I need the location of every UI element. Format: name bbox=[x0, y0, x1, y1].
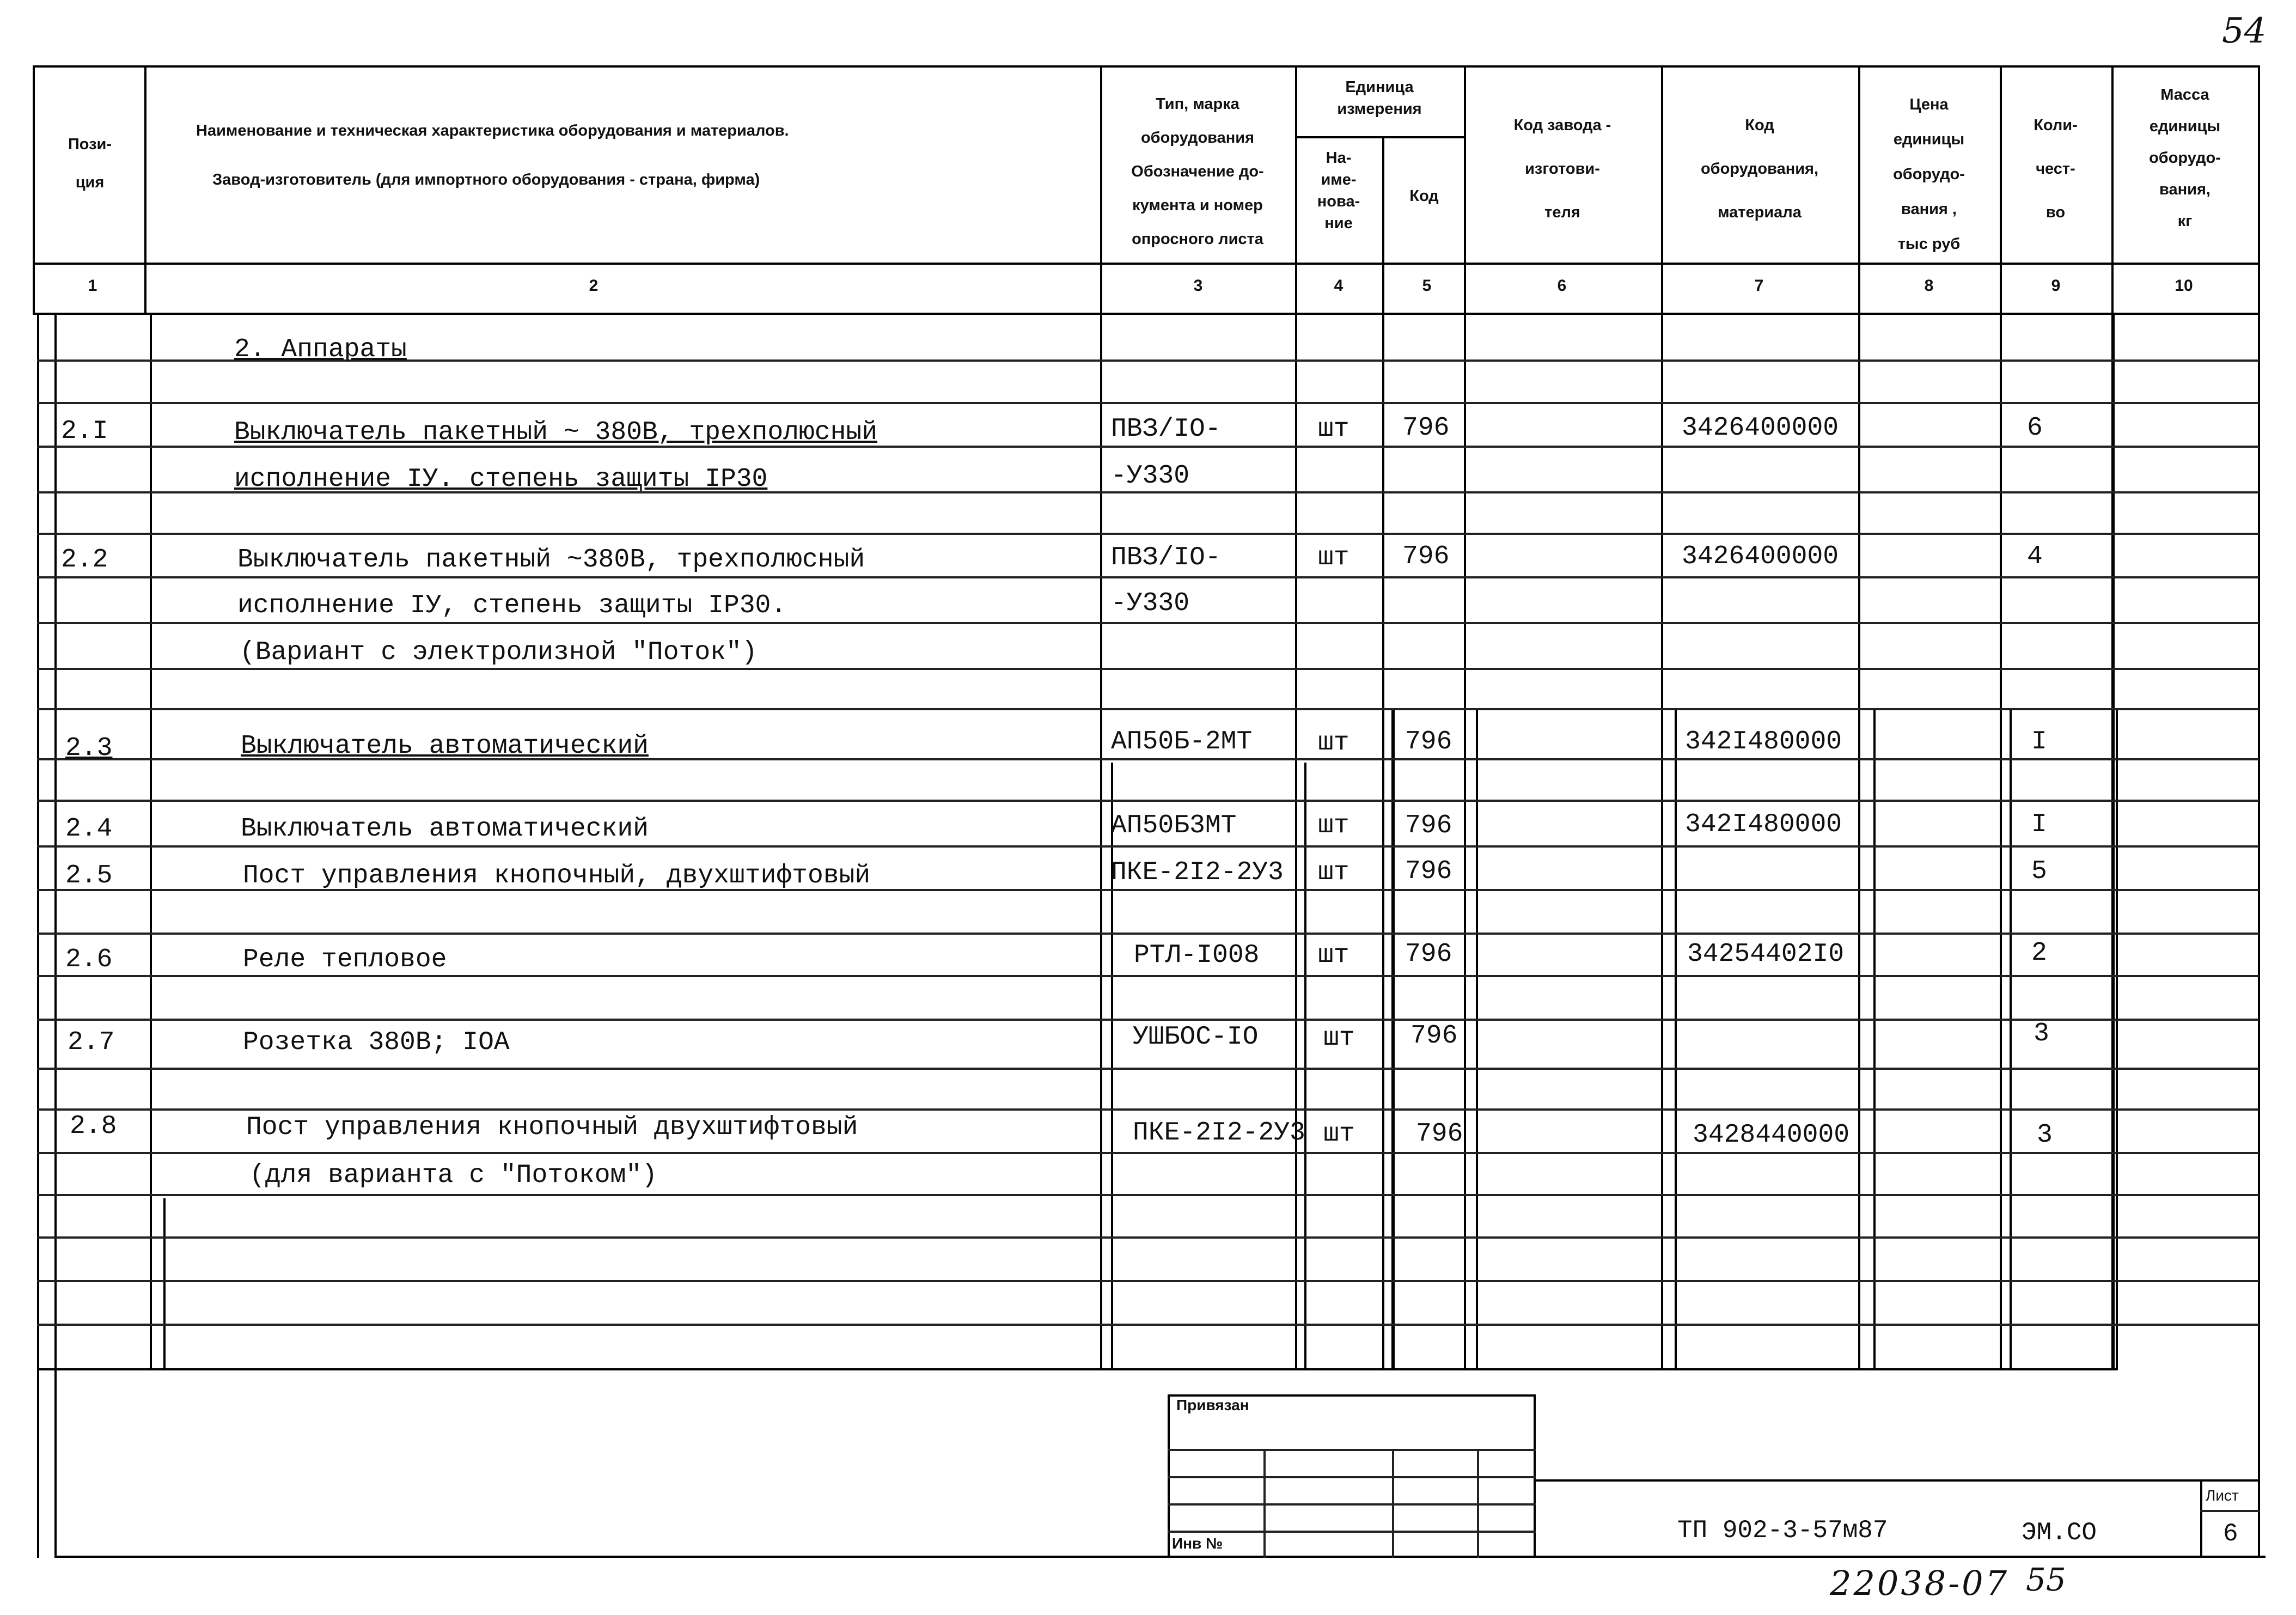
column-number: 1 bbox=[88, 277, 97, 295]
header-type-3: Обозначение до- bbox=[1131, 163, 1264, 180]
row-unit-code: 796 bbox=[1402, 542, 1450, 571]
row-name: Выключатель пакетный ~ 380В, трехполюсный bbox=[234, 418, 877, 447]
row-position: 2.3 bbox=[65, 734, 113, 763]
row-position: 2.4 bbox=[65, 814, 113, 844]
column-number: 3 bbox=[1193, 277, 1203, 295]
row-name: исполнение IУ, степень защиты IP30. bbox=[237, 591, 787, 620]
sheet-code: ЭМ.СО bbox=[2022, 1519, 2097, 1547]
column-number: 10 bbox=[2175, 277, 2193, 295]
column-number: 7 bbox=[1754, 277, 1764, 295]
row-unit: шт bbox=[1318, 415, 1349, 444]
header-equip-code-1: Код bbox=[1745, 117, 1774, 134]
row-position: 2.I bbox=[61, 417, 108, 446]
header-unit-name-3: нова- bbox=[1317, 193, 1360, 210]
row-position: 2.8 bbox=[70, 1112, 117, 1141]
row-type: ПВЗ/IO- bbox=[1111, 543, 1221, 572]
row-qty: I bbox=[2031, 810, 2047, 839]
row-equip-code: 3426400000 bbox=[1682, 413, 1839, 443]
row-name: Реле тепловое bbox=[243, 945, 447, 974]
row-name: (для варианта с "Потоком") bbox=[249, 1161, 657, 1190]
header-price-3: оборудо- bbox=[1893, 166, 1965, 183]
row-name: Выключатель пакетный ~380В, трехполюсный bbox=[237, 545, 865, 575]
row-equip-code: 3428440000 bbox=[1693, 1120, 1850, 1150]
header-name-line2: Завод-изготовитель (для импортного оборудования - страна, фирма) bbox=[212, 171, 760, 188]
row-type: -У330 bbox=[1111, 589, 1190, 618]
row-equip-code: 342I480000 bbox=[1685, 727, 1842, 757]
column-number: 6 bbox=[1557, 277, 1567, 295]
row-unit-code: 796 bbox=[1416, 1119, 1463, 1149]
row-name: (Вариант с электролизной "Поток") bbox=[240, 638, 758, 667]
archive-number: 22038-07 bbox=[1830, 1563, 2010, 1603]
header-unit-group-2: измерения bbox=[1337, 100, 1422, 118]
row-name: Пост управления кнопочный двухштифтовый bbox=[246, 1113, 858, 1142]
row-type: РТЛ-I008 bbox=[1134, 941, 1260, 970]
row-equip-code: 34254402I0 bbox=[1687, 940, 1845, 969]
row-name: Розетка 380В; IOA bbox=[243, 1028, 510, 1057]
header-qty-2: чест- bbox=[2036, 160, 2075, 178]
row-qty: 4 bbox=[2027, 542, 2043, 571]
column-number: 5 bbox=[1422, 277, 1432, 295]
row-name: Выключатель автоматический bbox=[241, 814, 649, 844]
row-name: исполнение IУ. степень защиты IP30 bbox=[234, 465, 768, 494]
column-number: 8 bbox=[1924, 277, 1934, 295]
row-unit-code: 796 bbox=[1405, 727, 1452, 757]
row-qty: 3 bbox=[2037, 1120, 2053, 1150]
header-unit-name-2: име- bbox=[1321, 171, 1357, 188]
row-unit-code: 796 bbox=[1405, 857, 1452, 886]
row-position: 2.6 bbox=[65, 945, 113, 974]
row-unit-code: 796 bbox=[1410, 1021, 1458, 1051]
header-price-5: тыс руб bbox=[1897, 235, 1961, 253]
header-price-1: Цена bbox=[1909, 96, 1949, 113]
row-name: Пост управления кнопочный, двухштифтовый bbox=[243, 861, 871, 891]
column-number: 9 bbox=[2051, 277, 2061, 295]
header-type-1: Тип, марка bbox=[1156, 95, 1239, 113]
row-position: 2.5 bbox=[65, 861, 113, 891]
row-qty: 5 bbox=[2031, 857, 2047, 886]
row-unit: шт bbox=[1318, 543, 1349, 572]
header-mass-2: единицы bbox=[2149, 118, 2221, 135]
row-position: 2.7 bbox=[68, 1028, 115, 1057]
row-unit: шт bbox=[1318, 858, 1349, 887]
row-equip-code: 342I480000 bbox=[1685, 810, 1842, 839]
header-unit-name-4: ние bbox=[1324, 215, 1353, 232]
sheet-number: 6 bbox=[2223, 1520, 2238, 1548]
header-position-2: ция bbox=[75, 174, 105, 191]
row-qty: 6 bbox=[2027, 413, 2043, 443]
header-factory-1: Код завода - bbox=[1513, 117, 1611, 134]
row-qty: 2 bbox=[2031, 938, 2047, 968]
header-price-2: единицы bbox=[1893, 131, 1965, 148]
row-type: ПВЗ/IO- bbox=[1111, 415, 1221, 444]
column-number: 2 bbox=[589, 277, 599, 295]
row-unit-code: 796 bbox=[1405, 811, 1452, 840]
page-number: 54 bbox=[2222, 11, 2267, 51]
archive-number-suffix: 55 bbox=[2026, 1561, 2066, 1598]
row-equip-code: 3426400000 bbox=[1682, 542, 1839, 571]
row-unit: шт bbox=[1323, 1119, 1355, 1149]
header-factory-3: теля bbox=[1544, 204, 1580, 221]
row-qty: 3 bbox=[2034, 1019, 2049, 1049]
privyazan-label: Привязан bbox=[1176, 1397, 1249, 1413]
header-type-4: кумента и номер bbox=[1132, 197, 1263, 214]
header-mass-5: кг bbox=[2177, 212, 2193, 230]
header-price-4: вания , bbox=[1901, 200, 1957, 218]
header-unit-code: Код bbox=[1409, 187, 1439, 205]
row-name: Выключатель автоматический bbox=[241, 732, 649, 761]
row-position: 2.2 bbox=[61, 545, 108, 575]
header-factory-2: изготови- bbox=[1525, 160, 1600, 178]
header-unit-name-1: На- bbox=[1326, 149, 1352, 167]
sheet-label: Лист bbox=[2206, 1487, 2239, 1504]
header-type-2: оборудования bbox=[1140, 129, 1255, 147]
row-type: АП50Б3МТ bbox=[1111, 811, 1237, 840]
row-unit-code: 796 bbox=[1405, 940, 1452, 969]
row-unit: шт bbox=[1318, 728, 1349, 758]
inv-no-label: Инв № bbox=[1172, 1535, 1223, 1552]
section-title: 2. Аппараты bbox=[234, 335, 407, 364]
column-number: 4 bbox=[1334, 277, 1344, 295]
header-mass-4: вания, bbox=[2159, 181, 2210, 198]
row-type: ПКЕ-2I2-2У3 bbox=[1111, 858, 1284, 887]
header-name-line1: Наименование и техническая характеристика оборудования и материалов. bbox=[196, 122, 789, 139]
row-type: -У330 bbox=[1111, 461, 1190, 491]
row-type: ПКЕ-2I2-2У3 bbox=[1133, 1118, 1305, 1148]
row-unit-code: 796 bbox=[1402, 413, 1450, 443]
header-type-5: опросного листа bbox=[1132, 230, 1263, 248]
row-type: УШБОС-IO bbox=[1133, 1022, 1259, 1052]
header-position: Пози- bbox=[68, 136, 112, 153]
row-unit: шт bbox=[1323, 1023, 1355, 1053]
document-code: ТП 902-3-57м87 bbox=[1677, 1516, 1888, 1545]
row-type: АП50Б-2МТ bbox=[1111, 727, 1253, 757]
row-unit: шт bbox=[1318, 811, 1349, 840]
header-qty-1: Коли- bbox=[2034, 117, 2078, 134]
header-qty-3: во bbox=[2045, 204, 2066, 221]
row-qty: I bbox=[2031, 727, 2047, 757]
header-mass-3: оборудо- bbox=[2149, 149, 2221, 167]
header-unit-group-1: Единица bbox=[1345, 78, 1414, 96]
header-equip-code-3: материала bbox=[1718, 204, 1802, 221]
header-equip-code-2: оборудования, bbox=[1700, 160, 1819, 178]
row-unit: шт bbox=[1318, 941, 1349, 970]
header-mass-1: Масса bbox=[2160, 86, 2209, 103]
